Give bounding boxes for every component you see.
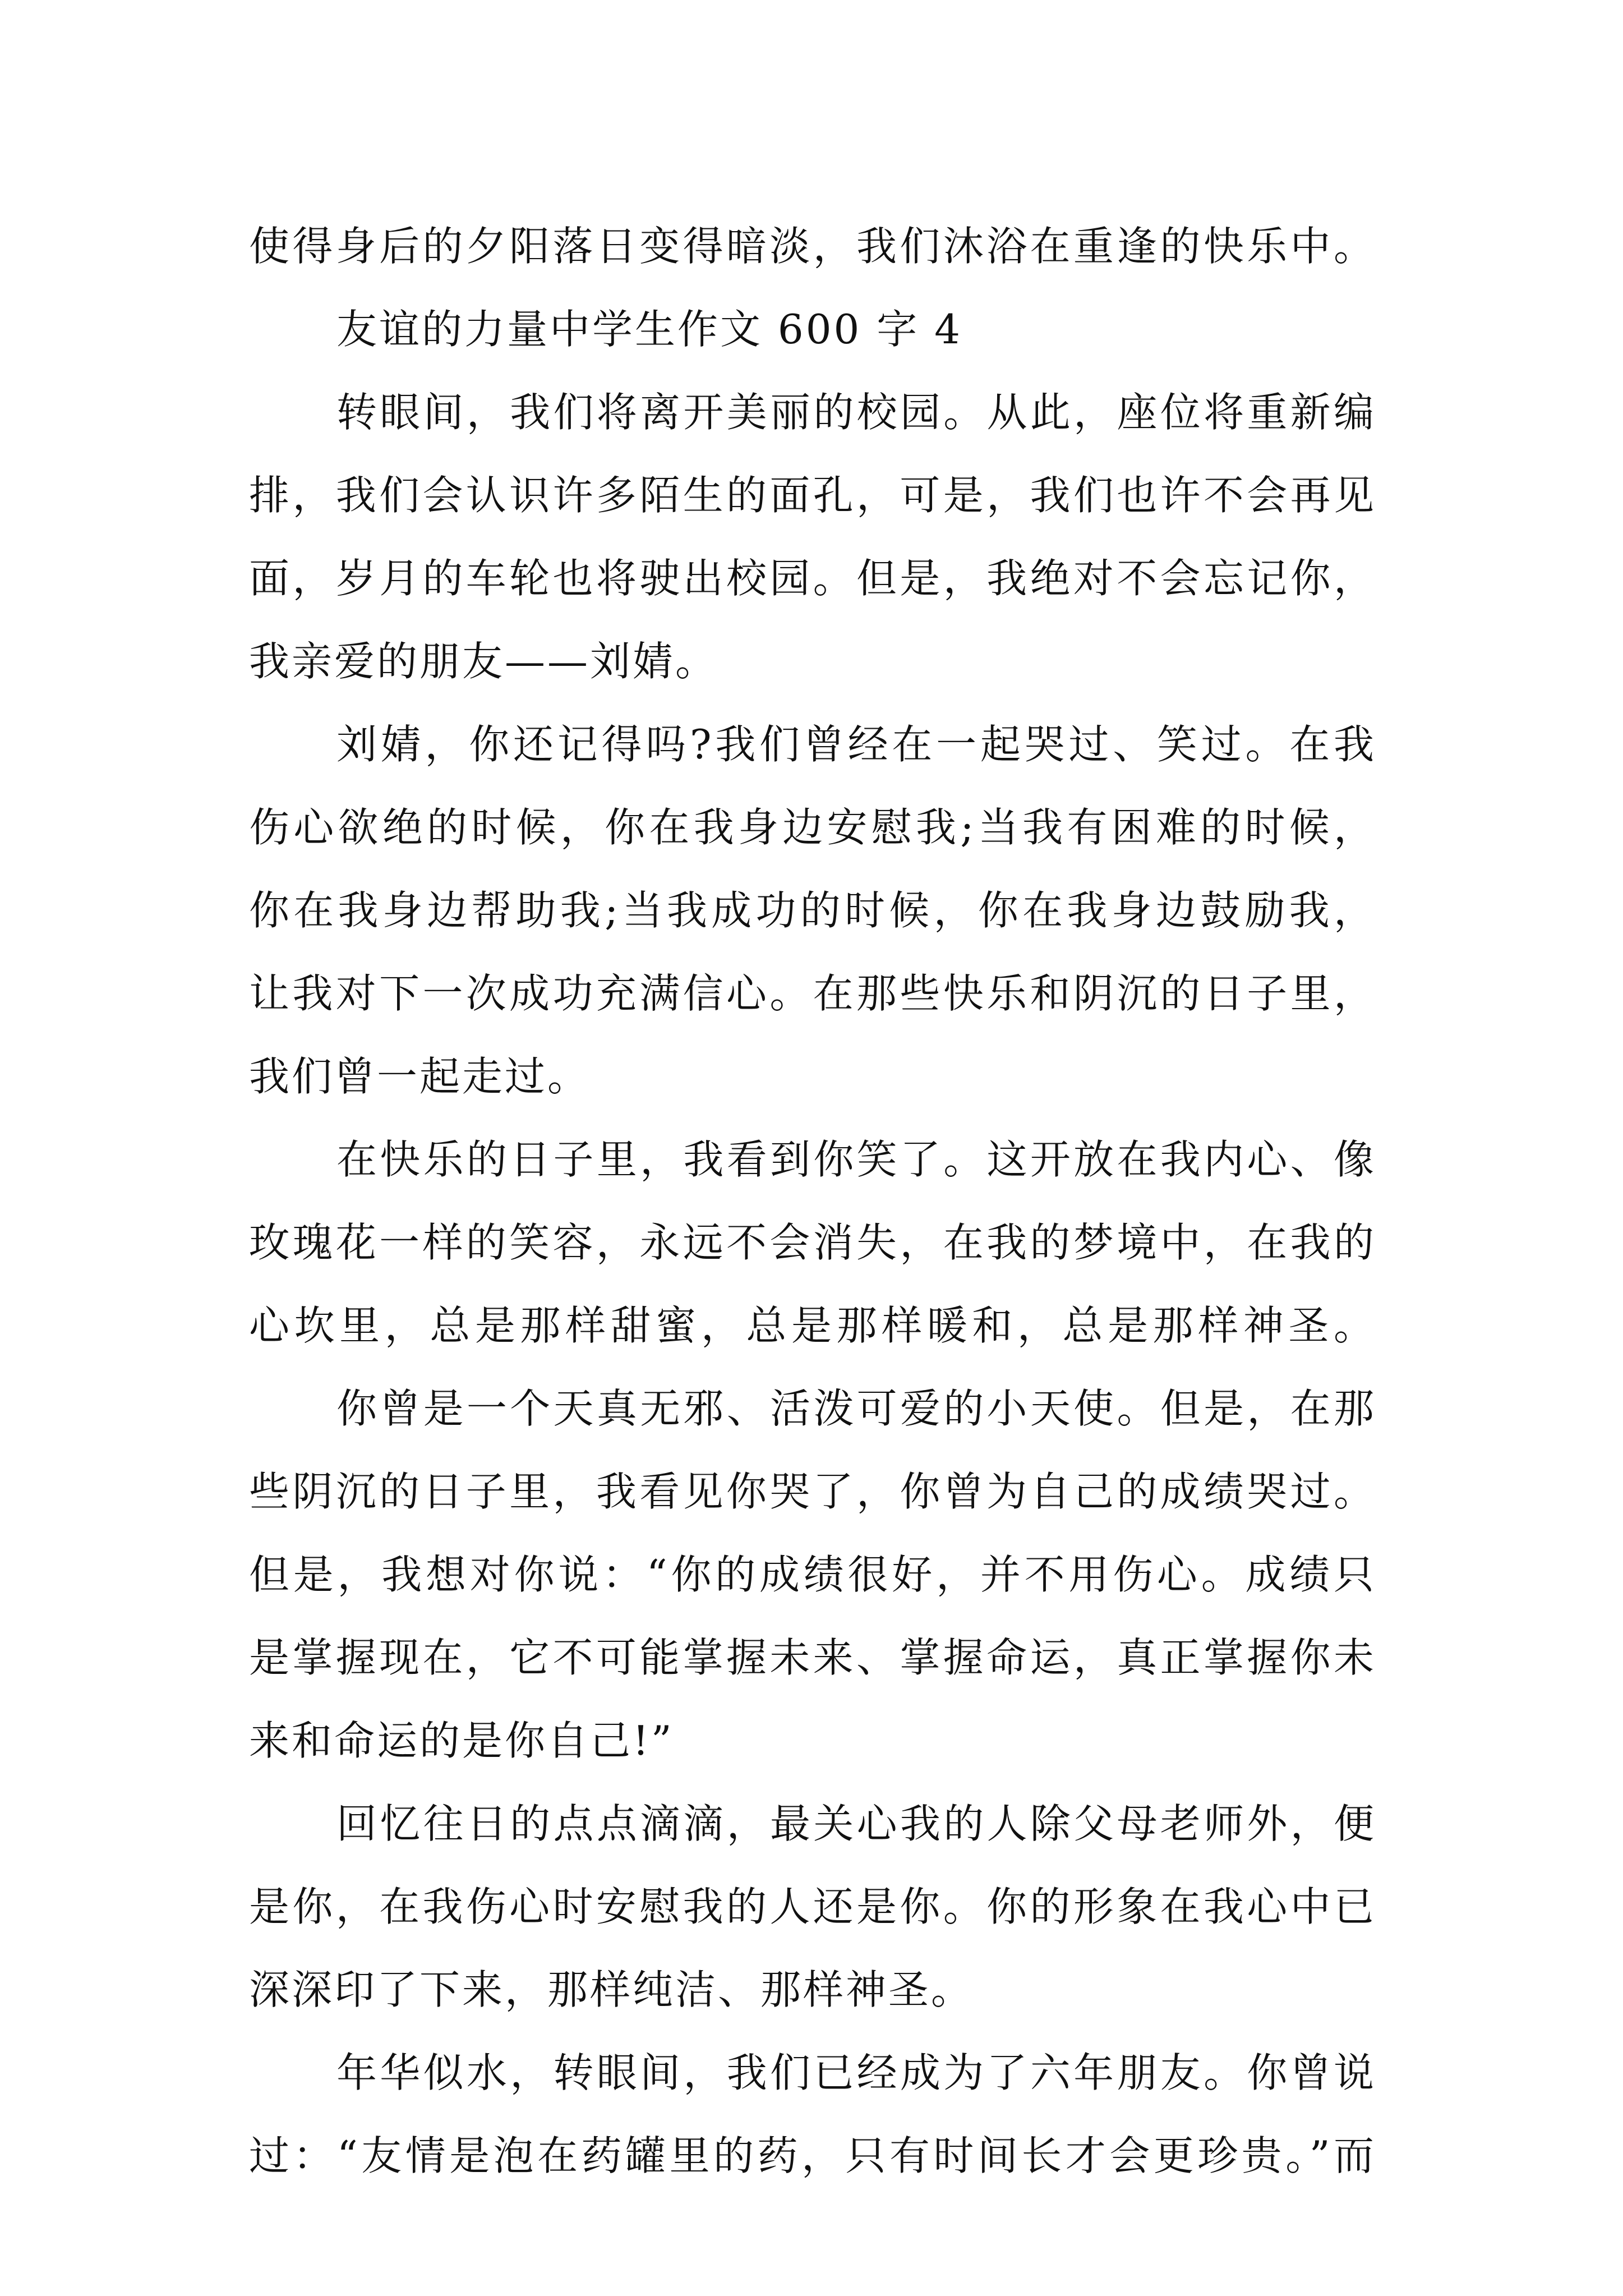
text-line: 来和命运的是你自己!”	[249, 1717, 674, 1764]
text-line: 排，我们会认识许多陌生的面孔，可是，我们也许不会再见	[249, 472, 1376, 519]
text-line: 在快乐的日子里，我看到你笑了。这开放在我内心、像	[336, 1136, 1376, 1183]
text-line: 转眼间，我们将离开美丽的校园。从此，座位将重新编	[336, 389, 1376, 436]
text-line: 过：“友情是泡在药罐里的药，只有时间长才会更珍贵。”而	[249, 2132, 1376, 2179]
text-line: 是掌握现在，它不可能掌握未来、掌握命运，真正掌握你未	[249, 1634, 1376, 1681]
text-line: 让我对下一次成功充满信心。在那些快乐和阴沉的日子里，	[249, 970, 1376, 1017]
text-line: 些阴沉的日子里，我看见你哭了，你曾为自己的成绩哭过。	[249, 1468, 1376, 1515]
text-line: 面，岁月的车轮也将驶出校园。但是，我绝对不会忘记你，	[249, 555, 1376, 602]
text-line: 我亲爱的朋友——刘婧。	[249, 638, 718, 685]
text-line: 回忆往日的点点滴滴，最关心我的人除父母老师外，便	[336, 1800, 1376, 1847]
text-line: 玫瑰花一样的笑容，永远不会消失，在我的梦境中，在我的	[249, 1219, 1376, 1266]
text-line: 心坎里，总是那样甜蜜，总是那样暖和，总是那样神圣。	[249, 1302, 1376, 1349]
text-line: 我们曾一起走过。	[249, 1053, 591, 1100]
text-line: 深深印了下来，那样纯洁、那样神圣。	[249, 1966, 974, 2013]
text-line: 使得身后的夕阳落日变得暗淡，我们沐浴在重逢的快乐中。	[249, 223, 1376, 270]
text-line: 年华似水，转眼间，我们已经成为了六年朋友。你曾说	[336, 2049, 1376, 2096]
text-line: 你在我身边帮助我;当我成功的时候，你在我身边鼓励我，	[249, 887, 1376, 934]
essay-title: 友谊的力量中学生作文 600 字 4	[336, 306, 962, 353]
text-line: 是你，在我伤心时安慰我的人还是你。你的形象在我心中已	[249, 1883, 1376, 1930]
text-line: 伤心欲绝的时候，你在我身边安慰我;当我有困难的时候，	[249, 804, 1376, 851]
essay-body	[249, 205, 1376, 2197]
text-line: 但是，我想对你说：“你的成绩很好，并不用伤心。成绩只	[249, 1551, 1376, 1598]
text-line: 你曾是一个天真无邪、活泼可爱的小天使。但是，在那	[336, 1385, 1376, 1432]
text-line: 刘婧，你还记得吗?我们曾经在一起哭过、笑过。在我	[336, 721, 1376, 768]
